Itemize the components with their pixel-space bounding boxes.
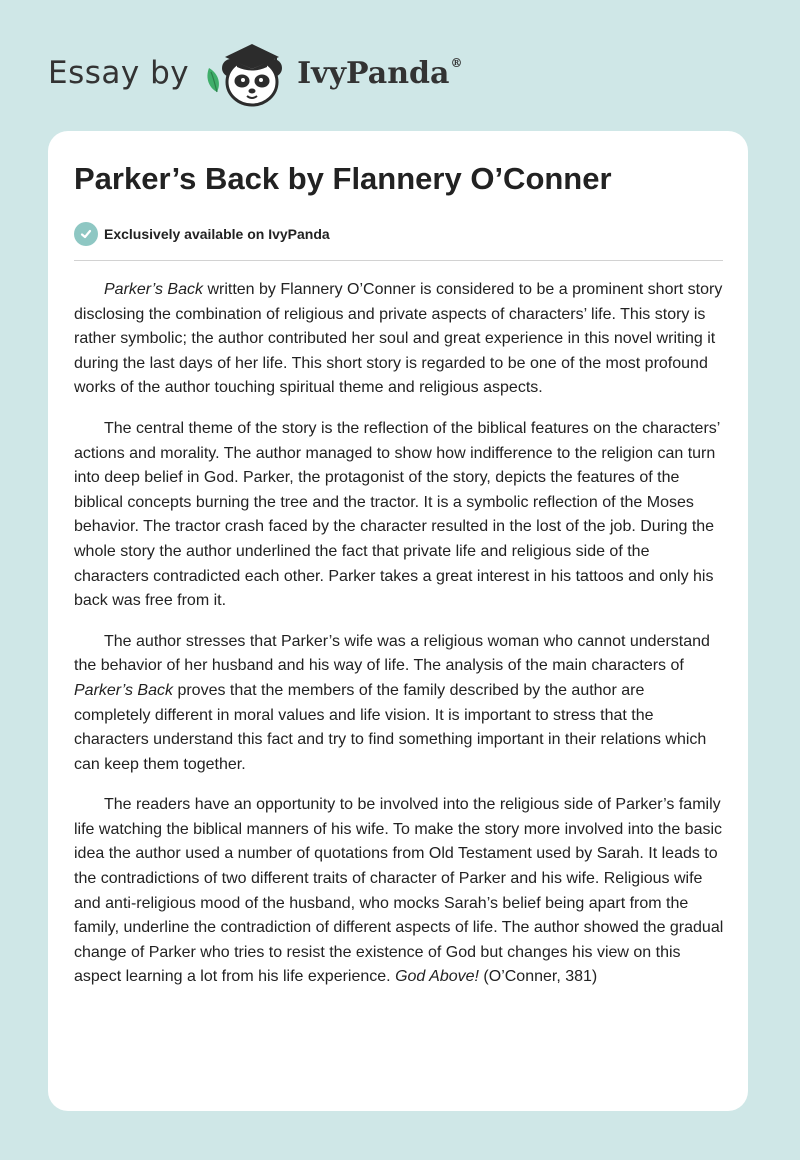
essay-by-label: Essay by bbox=[48, 55, 190, 91]
essay-card bbox=[48, 131, 748, 1111]
essay-body bbox=[74, 278, 724, 990]
paragraph: The author stresses that Parker’s wife was a religious woman who cannot understand the behavior of her husband and his way of life. The analysis of the main characters of Parker’s Back proves that the members of the family described by the author are completely different in moral values and life vision. It is important to stress that the characters understand this fact and try to find something important in their relations which can keep them together. bbox=[74, 632, 710, 773]
page-title: Parker’s Back by Flannery O’Conner bbox=[74, 161, 612, 196]
paragraph: The central theme of the story is the reflection of the biblical features on the characters’ actions and morality. The author managed to show how indifference to the religion can turn into deep belief in God. Parker, the protagonist of the story, depicts the features of the biblical concepts burning the tree and the tractor. It is a symbolic reflection of the Moses behavior. The tractor crash faced by the character resulted in the lost of the job. During the whole story the author underlined the fact that private life and religious side of the characters contradicted each other. Parker takes a great interest in his tattoos and only his back was free from it. bbox=[74, 419, 720, 610]
registered-mark: ® bbox=[450, 55, 463, 70]
italic-quote: God Above! bbox=[395, 968, 479, 986]
panda-graduate-logo-icon[interactable] bbox=[203, 38, 295, 108]
divider bbox=[74, 260, 723, 261]
italic-title: Parker’s Back bbox=[104, 281, 203, 298]
brand-name[interactable]: IvyPanda® bbox=[297, 55, 463, 91]
check-icon bbox=[74, 222, 98, 246]
italic-title: Parker’s Back bbox=[74, 681, 173, 699]
site-header bbox=[48, 38, 462, 108]
exclusive-badge bbox=[74, 222, 330, 246]
paragraph: The readers have an opportunity to be involved into the religious side of Parker’s family life watching the biblical manners of his wife. To make the story more involved into the basic idea the author used a number of quotations from Old Testament used by Sarah. It leads to the contradictions of two different traits of character of Parker and his wife. Religious wife and anti-religious mood of the husband, who mocks Sarah’s belief being apart from the family, underline the contradiction of different aspects of life. The author showed the gradual change of Parker who tries to resist the existence of God but changes his view on this aspect learning a lot from his life experience. God Above! (O’Conner, 381) bbox=[74, 796, 724, 986]
paragraph: Parker’s Back written by Flannery O’Conner is considered to be a prominent short story disclosing the combination of religious and private aspects of characters’ life. This story is rather symbolic; the author contributed her soul and great experience in this novel writing it during the last days of her life. This short story is regarded to be one of the most profound works of the author touching spiritual theme and religious aspects. bbox=[74, 281, 723, 397]
exclusive-label: Exclusively available on IvyPanda bbox=[104, 226, 330, 242]
